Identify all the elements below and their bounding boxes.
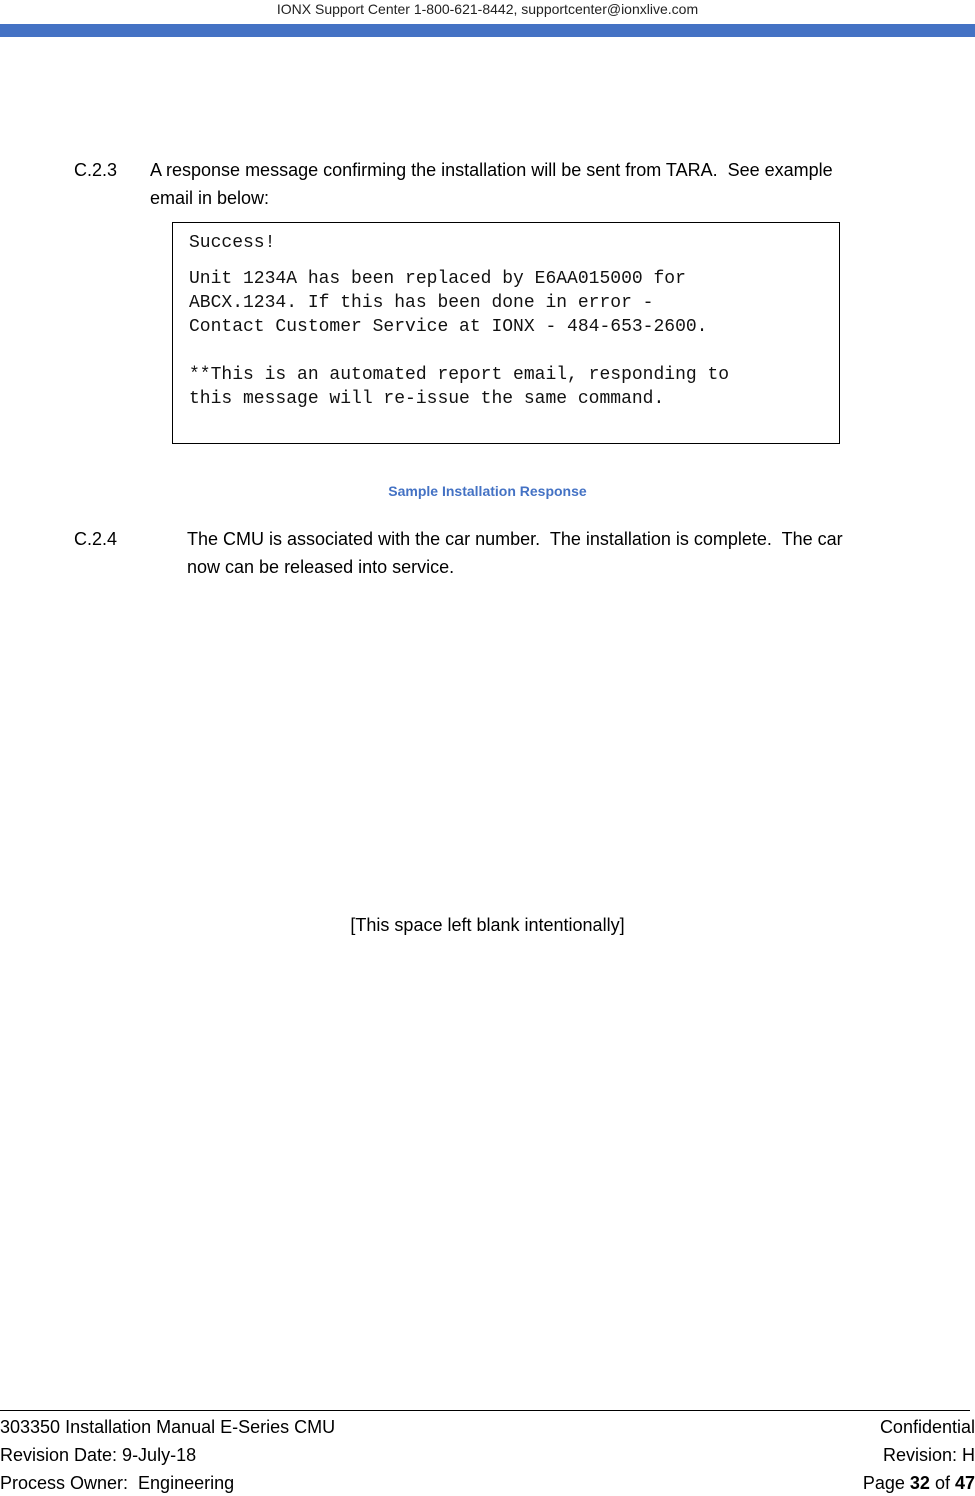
footer-page-number <box>863 1470 975 1496</box>
email-line: Success! <box>189 233 276 253</box>
email-line: **This is an automated report email, responding to <box>189 365 730 385</box>
header-bar <box>0 24 975 37</box>
page-prefix: Page <box>862 1473 910 1493</box>
footer-row-1 <box>0 1414 975 1440</box>
blank-space-note: [This space left blank intentionally] <box>350 915 625 935</box>
email-line: this message will re-issue the same command. <box>189 389 665 409</box>
footer-row-2 <box>0 1442 975 1468</box>
figure-caption: Sample Installation Response <box>388 483 587 499</box>
email-line: Contact Customer Service at IONX - 484-653-2600. <box>189 317 708 337</box>
footer-confidential: Confidential <box>879 1417 975 1437</box>
footer-row-3 <box>0 1470 975 1496</box>
page-sep: of <box>929 1473 955 1493</box>
email-line: Unit 1234A has been replaced by E6AA015000 for <box>189 269 686 289</box>
support-contact-line: IONX Support Center 1-800-621-8442, supportcenter@ionxlive.com <box>276 1 699 17</box>
footer-process-owner: Process Owner: Engineering <box>0 1473 235 1493</box>
section-text-c23-line1: A response message confirming the installation will be sent from TARA. See example <box>150 160 833 180</box>
section-text-c23-line2: email in below: <box>150 188 270 208</box>
footer-revision: Revision: H <box>882 1445 975 1465</box>
section-number-c24: C.2.4 <box>74 529 118 549</box>
section-text-c24-line2: now can be released into service. <box>187 557 455 577</box>
sample-email-box <box>172 222 840 444</box>
footer-divider <box>0 1410 970 1411</box>
page-total: 47 <box>954 1473 975 1493</box>
section-text-c24-line1: The CMU is associated with the car number. The installation is complete. The car <box>187 529 843 549</box>
footer-revision-date: Revision Date: 9-July-18 <box>0 1445 197 1465</box>
page-current: 32 <box>909 1473 930 1493</box>
email-line: ABCX.1234. If this has been done in error - <box>189 293 654 313</box>
footer-doc-title: 303350 Installation Manual E-Series CMU <box>0 1417 336 1437</box>
section-number-c23: C.2.3 <box>74 160 118 180</box>
